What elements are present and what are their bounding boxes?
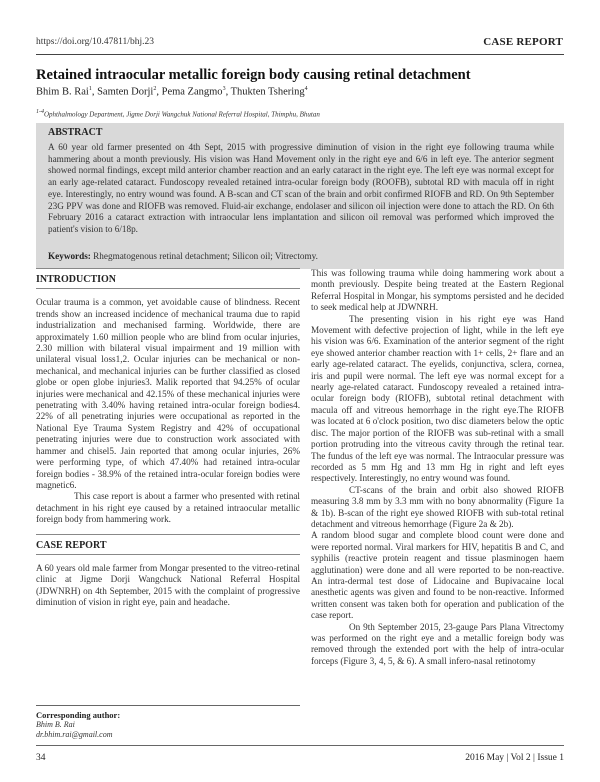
abstract-text: A 60 year old farmer presented on 4th Sept, 2015 with progressive diminution of vision in the right eye following trauma while hammering about a month previously. His vision was Hand Movement only in the right eye and 6/6 in left eye. The anterior segment showed normal findings, except mild anterior chamber reaction and an early cataract in the right eye. The left eye was normal except for an early age-related cataract. Fundoscopy revealed retained intra-ocular foreign body (ROOFB), subtotal RD with macula off in right eye. Interestingly, no entry wound was found. A B-scan and CT scan of the brain and orbit confirmed RIOFB and RD. On 9th September 23G PPV was done and RIOFB was removed. Fluid-air exchange, endolaser and silicon oil injection were done to attach the RD. On 6th February 2016 a cataract extraction with intraocular lens implantation and silicon oil removal was performed which improved the patient's vision to 6/18p. (48, 142, 554, 234)
corresponding-author-email[interactable]: dr.bhim.rai@gmail.com (36, 730, 113, 739)
left-column (36, 268, 300, 609)
body-paragraph: CT-scans of the brain and orbit also showed RIOFB measuring 3.8 mm by 3.3 mm with no bony abnormality (Figure 1a & 1b). B-scan of the right eye showed RIOFB with sub-total retinal detachment and vitreous hemorrhage (Figure 2a & 2b). (311, 484, 564, 529)
footer-divider (36, 745, 564, 746)
issue-info: 2016 May | Vol 2 | Issue 1 (465, 753, 564, 763)
body-paragraph: The presenting vision in his right eye was Hand Movement with defective projection of light, while in the left eye his vision was 6/6. Examination of the anterior segment of the right eye showed anterior chamber reaction with 1+ cells, 2+ flare and an early age-related cataract. The eyelids, conjunctiva, sclera, cornea, iris and pupil were normal. The left eye was normal except for a nearly age-related cataract. Fundoscopy revealed a retained intra-ocular foreign body (RIOFB), subtotal retinal detachment with macula off and vitreous hemorrhage in the right eye.The RIOFB was located at 6 o'clock position, two disc diameters below the optic disc. The major portion of the RIOFB was sub-retinal with a small portion protruding into the vitreous cavity through the retinal tear. The fundus of the left eye was normal. The Intraocular pressure was recorded as 5 mm Hg and 13 mm Hg in right and left eyes respectively. Interestingly, no entry wound was found. (311, 313, 564, 484)
author-affil-sup: 4 (304, 86, 308, 92)
corresponding-author (36, 705, 300, 740)
intro-paragraph: This case report is about a farmer who presented with retinal detachment in his right eye caused by a retained intraocular metallic foreign body from hammering work. (36, 491, 300, 525)
author-list: Bhim B. Rai$^1$, Samten Dorji$^2$, Pema Zangmo$^3$, Thukten Tshering$^4$ (36, 86, 308, 98)
corresponding-author-name: Bhim B. Rai (36, 720, 75, 729)
section-label: CASE REPORT (483, 36, 563, 48)
article-title: Retained intraocular metallic foreign body causing retinal detachment (36, 67, 471, 83)
abstract-box (36, 123, 564, 269)
introduction-heading: INTRODUCTION (36, 268, 300, 289)
case-report-heading: CASE REPORT (36, 534, 300, 555)
corresponding-author-heading: Corresponding author: (36, 710, 121, 720)
intro-paragraph: Ocular trauma is a common, yet avoidable cause of blindness. Recent trends show an increased incidence of mechanical trauma due to rapid industrialization and mechanised farming. Worldwide, there are approximately 1.60 million people who are blind from ocular injuries, 2.30 million with bilateral visual impairment and 19 million with unilateral visual loss1,2. Ocular injuries can be mechanical or non-mechanical, and mechanical injuries can be further classified as closed globe or open globe injuries3. Malik reported that 94.25% of ocular injuries were mechanical and 42.15% of these mechanical injuries were penetrating with 3.40% having retained intra-ocular foreign bodies4. 22% of all penetrating injuries were occupational as reported in the National Eye Trauma System Registry and 42% of occupational penetrating injuries were due to construction work associated with hammer and chisel5. Jain reported that among ocular injuries, 26% were performing type, of which 47.40% had retained intra-ocular foreign bodies - 38.9% of the retained intra-ocular foreign bodies were magnetic6. (36, 297, 300, 490)
abstract-heading: ABSTRACT (48, 127, 103, 138)
page-number: 34 (36, 753, 46, 763)
author-affil-sup: 1 (88, 86, 92, 92)
author-affil-sup: 3 (222, 86, 226, 92)
body-paragraph: On 9th September 2015, 23-gauge Pars Plana Vitrectomy was performed on the right eye and a metallic foreign body was removed through the extended port with the help of intra-ocular forceps (Figure 3, 4, 5, & 6). A small infero-nasal retinotomy (311, 621, 564, 666)
keywords-text: Rhegmatogenous retinal detachment; Silicon oil; Vitrectomy. (93, 251, 318, 261)
author-name: Thukten Tshering (230, 86, 305, 98)
doi-link[interactable]: https://doi.org/10.47811/bhj.23 (36, 37, 154, 47)
body-paragraph: A random blood sugar and complete blood count were done and were reported normal. Viral markers for HIV, hepatitis B and C, and syphilis (reactive protein reagent and tissue plasminogen haem agglutination) were done and all were reported to be non-reactive. An intra-dermal test dose of Lidocaine and Bupivacaine local anesthetic agents was given and found to be non-reactive. Informed written consent was taken both for operation and publication of the case report. (311, 530, 564, 621)
keywords-label: Keywords: (48, 251, 91, 261)
header-divider (36, 54, 564, 55)
author-name: Samten Dorji (97, 86, 154, 98)
case-paragraph: A 60 years old male farmer from Mongar presented to the vitreo-retinal clinic at Jigme Dorji Wangchuck National Referral Hospital (JDWNRH) on 4th September, 2015 with the complaint of progressive diminution of vision in right eye, pain and headache. (36, 562, 300, 608)
keywords (48, 251, 318, 261)
author-name: Bhim B. Rai (36, 86, 89, 98)
affiliation (36, 109, 320, 118)
body-paragraph: This was following trauma while doing hammering work about a month previously. Despite being treated at the Eastern Regional Referral Hospital in Mongar, his symptoms persisted and he decided to seek medical help at JDWNRH. (311, 268, 564, 313)
author-affil-sup: 2 (153, 86, 157, 92)
affil-sup: 1-4 (36, 109, 44, 115)
right-column (311, 268, 564, 667)
author-name: Pema Zangmo (161, 86, 223, 98)
affiliation-text: Ophthalmology Department, Jigme Dorji Wangchuk National Referral Hospital, Thimphu, Bhutan (44, 110, 320, 119)
